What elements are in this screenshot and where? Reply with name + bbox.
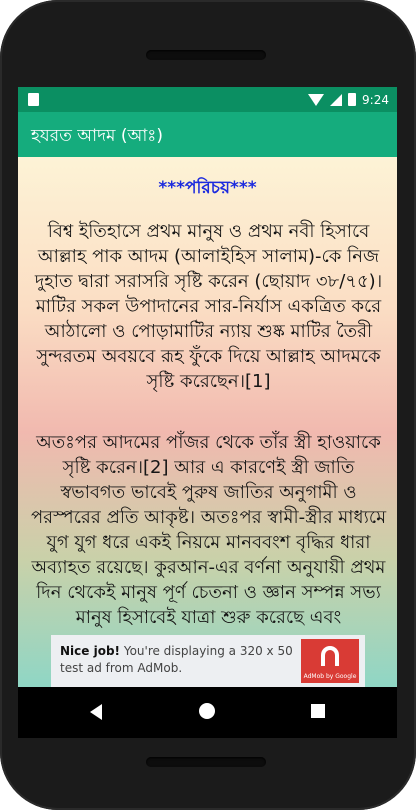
home-icon[interactable] <box>199 703 215 719</box>
recents-icon[interactable] <box>311 704 325 718</box>
ad-message <box>60 643 300 677</box>
top-speaker <box>146 50 266 60</box>
ad-body-text: You're displaying a 320 x 50 test ad from AdMob. <box>60 644 293 675</box>
status-bar <box>18 87 397 112</box>
navigation-bar <box>18 687 397 738</box>
section-heading: ***পরিচয়*** <box>158 178 257 198</box>
ad-bold-text: Nice job! <box>60 644 121 658</box>
sd-card-icon <box>28 93 39 106</box>
clock: 9:24 <box>362 92 389 107</box>
admob-logo-text: AdMob by Google <box>303 673 357 680</box>
screen <box>18 87 397 738</box>
signal-icon <box>330 94 342 106</box>
back-icon[interactable] <box>90 704 102 720</box>
admob-icon <box>321 646 339 666</box>
paragraph-1: বিশ্ব ইতিহাসে প্রথম মানুষ ও প্রথম নবী হিসাবে আল্লাহ পাক আদম (আলাইহিস সালাম)-কে নিজ দুহাত দ্বারা সরাসরি সৃষ্টি করেন (ছোয়াদ ৩৮/৭৫)। মাটির সকল উপাদানের সার-নির্যাস একত্রিত করে আঠালো ও পোড়ামাটির ন্যায় শুষ্ক মাটির তৈরী সুন্দরতম অবয়বে রূহ ফুঁকে দিয়ে আল্লাহ আদমকে সৃষ্টি করেছেন।[1] <box>34 221 383 392</box>
wifi-icon <box>308 94 324 106</box>
status-icons <box>308 91 389 108</box>
bottom-speaker <box>146 757 266 767</box>
battery-icon <box>348 93 356 106</box>
article-content[interactable] <box>18 157 397 687</box>
ad-banner[interactable] <box>51 635 365 687</box>
app-bar <box>18 112 397 157</box>
page-title: হযরত আদম (আঃ) <box>31 126 163 146</box>
paragraph-2: অতঃপর আদমের পাঁজর থেকে তাঁর স্ত্রী হাওয়াকে সৃষ্টি করেন।[2] আর এ কারণেই স্ত্রী জাতি স্বভাবগত ভাবেই পুরুষ জাতির অনুগামী ও পরস্পরের প্রতি আকৃষ্ট। অতঃপর স্বামী-স্ত্রীর মাধ্যমে যুগ যুগ ধরে একই নিয়মে মানববংশ বৃদ্ধির ধারা অব্যাহত রয়েছে। কুরআন-এর বর্ণনা অনুযায়ী প্রথম দিন থেকেই মানুষ পূর্ণ চেতনা ও জ্ঞান সম্পন্ন সভ্য মানুষ হিসাবেই যাত্রা শুরু করেছে এবং <box>30 432 387 628</box>
admob-logo <box>301 639 359 683</box>
